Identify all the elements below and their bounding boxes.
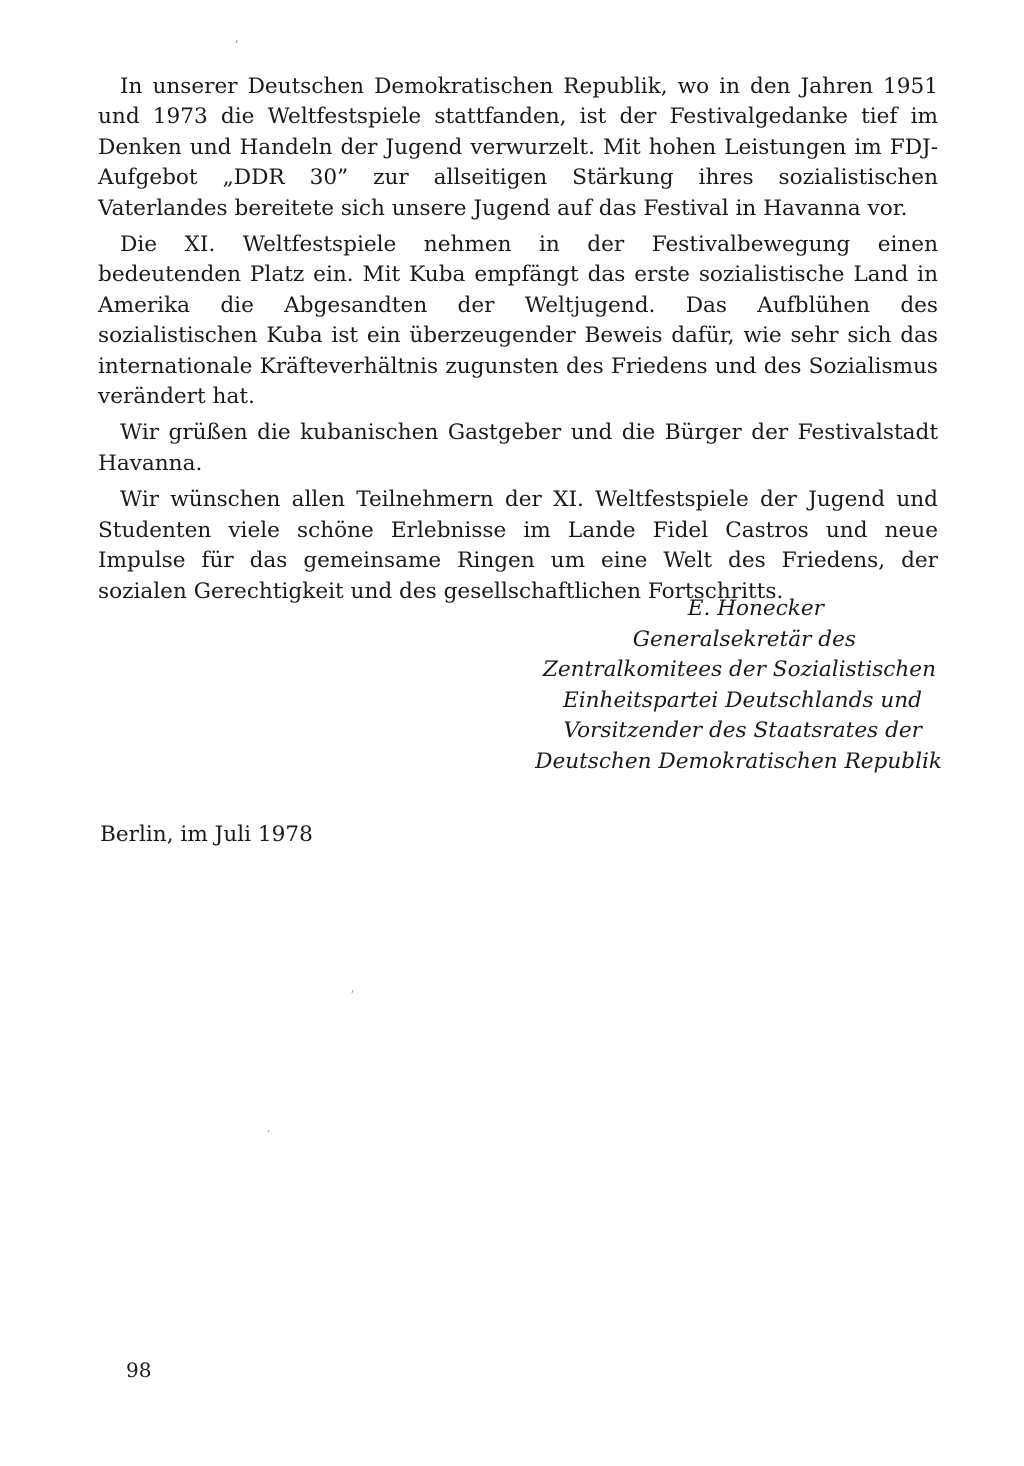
signature-title-line: Generalsekretär des (632, 626, 856, 652)
scan-speck (235, 40, 237, 43)
signature-block (522, 594, 942, 778)
signature-title-line: Vorsitzender des Staatsrates der (563, 718, 922, 744)
signature-title-line: Deutschen Demokratischen Republik (535, 748, 942, 774)
page-number: 98 (126, 1358, 152, 1382)
paragraph-greeting: Wir grüßen die kubanischen Gastgeber und die Bürger der Festivalstadt Havanna. (98, 420, 938, 476)
signature-title-line: Zentralkomitees der Sozialistischen (542, 657, 936, 683)
scan-speck (268, 1130, 270, 1132)
signature-title-line: Einheitspartei Deutschlands und (562, 687, 922, 713)
signature-name: E. Honecker (687, 596, 824, 621)
letter-body (98, 72, 938, 607)
scan-speck (351, 990, 353, 993)
paragraph-ddr-festival: In unserer Deutschen Demokratischen Republik, wo in den Jahren 1951 und 1973 die Weltfestspiele stattfanden, ist der Festivalgedanke tief im Denken und Handeln der Jugend verwurzelt. Mit hohen Leistungen im FDJ-Aufgebot „DDR 30” zur allseitigen Stärkung ihres sozialistischen Vaterlandes bereitete sich unsere Jugend auf das Festival in Havanna vor. (98, 74, 938, 221)
paragraph-xi-weltfestspiele: Die XI. Weltfestspiele nehmen in der Festivalbewegung einen bedeutenden Platz ein. Mit Kuba empfängt das erste sozialistische Land in Amerika die Abgesandten der Weltjugend. Das Aufblühen des sozialistischen Kuba ist ein überzeugender Beweis dafür, wie sehr sich das internationale Kräfteverhältnis zugunsten des Friedens und des Sozialismus verändert hat. (98, 232, 938, 410)
place-and-date: Berlin, im Juli 1978 (100, 822, 313, 847)
paragraph-wishes: Wir wünschen allen Teilnehmern der XI. Weltfestspiele der Jugend und Studenten viele schöne Erlebnisse im Lande Fidel Castros und neue Impulse für das gemeinsame Ringen um eine Welt des Friedens, der sozialen Gerechtigkeit und des gesellschaftlichen Fortschritts. (98, 487, 938, 604)
